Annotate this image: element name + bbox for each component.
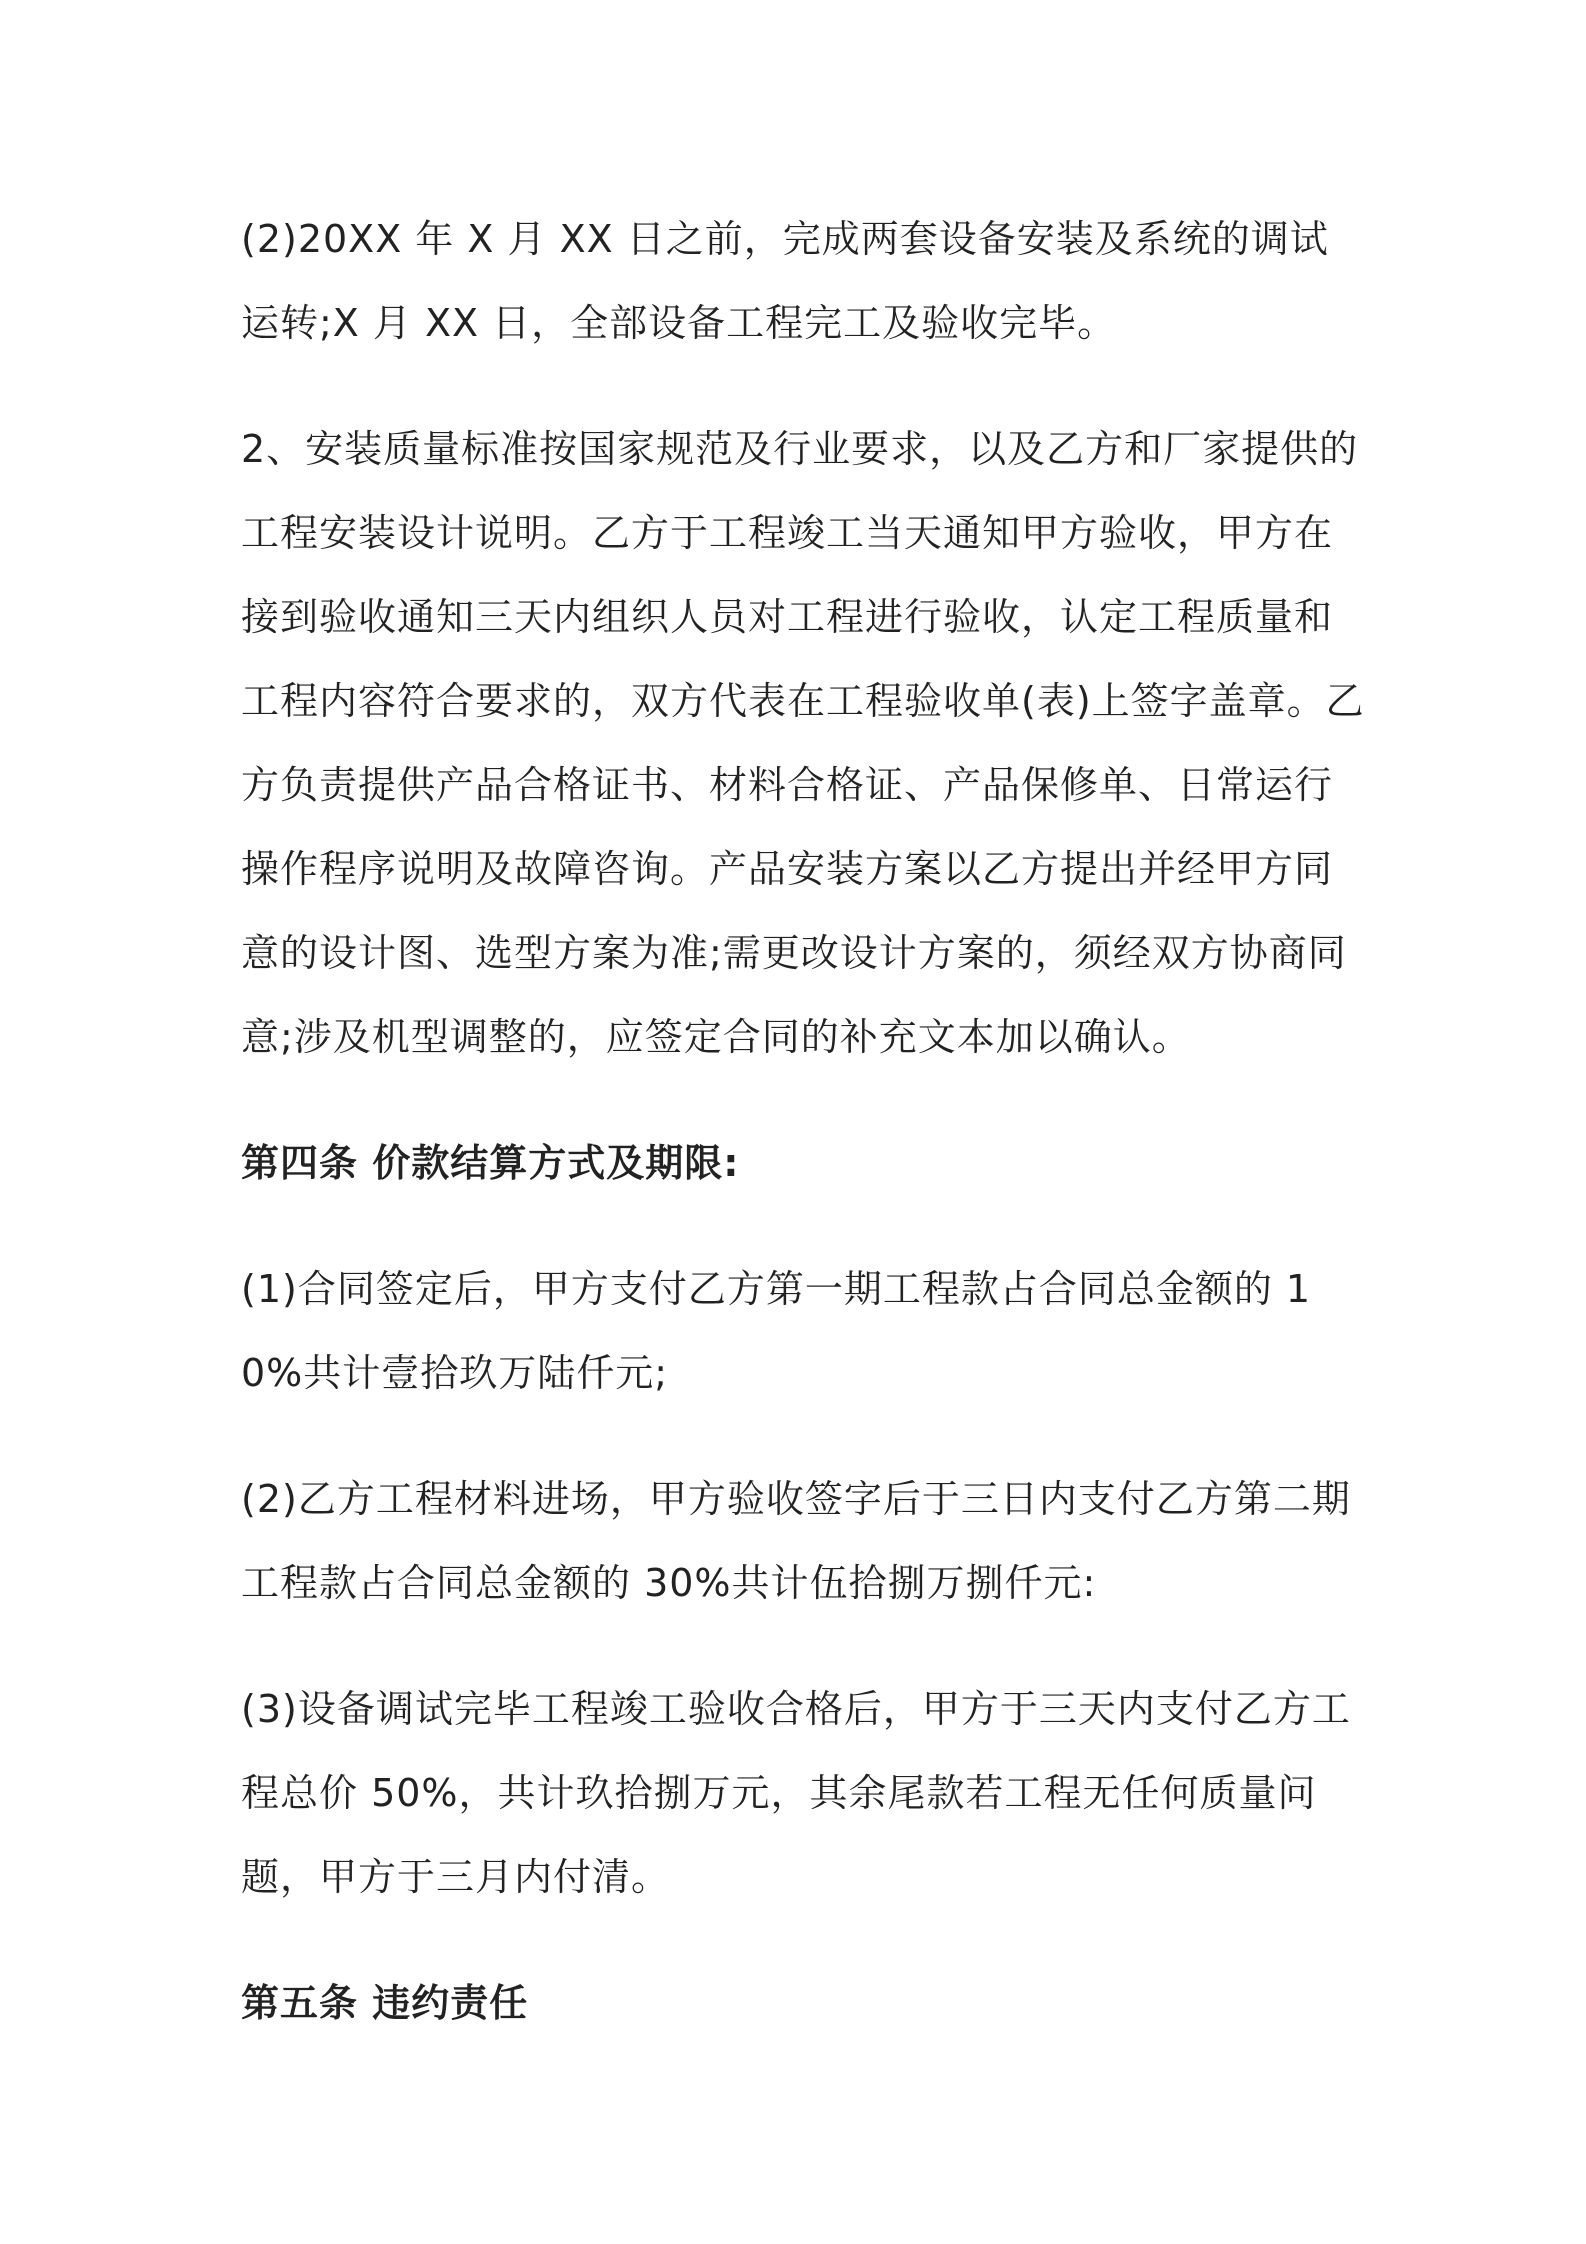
paragraph-gap: [241, 1919, 1366, 1961]
paragraph-gap: [241, 1079, 1366, 1121]
paragraph-payment-1: (1)合同签定后，甲方支付乙方第一期工程款占合同总金额的 10%共计壹拾玖万陆仟元;: [241, 1267, 1312, 1395]
paragraph-gap: [241, 1415, 1366, 1457]
paragraph-payment-3: (3)设备调试完毕工程竣工验收合格后，甲方于三天内支付乙方工程总价 50%，共计玖拾捌万元，其余尾款若工程无任何质量问题，甲方于三月内付清。: [241, 1687, 1351, 1899]
paragraph-gap: [241, 1625, 1366, 1667]
paragraph-quality-standard: 2、安装质量标准按国家规范及行业要求，以及乙方和厂家提供的工程安装设计说明。乙方于工程竣工当天通知甲方验收，甲方在接到验收通知三天内组织人员对工程进行验收，认定工程质量和工程内容符合要求的，双方代表在工程验收单(表)上签字盖章。乙方负责提供产品合格证书、材料合格证、产品保修单、日常运行操作程序说明及故障咨询。产品安装方案以乙方提出并经甲方同意的设计图、选型方案为准;需更改设计方案的，须经双方协商同意;涉及机型调整的，应签定合同的补充文本加以确认。: [241, 427, 1365, 1059]
document-body: [241, 197, 1366, 2045]
paragraph-gap: [241, 365, 1366, 407]
paragraph-payment-2: (2)乙方工程材料进场，甲方验收签字后于三日内支付乙方第二期工程款占合同总金额的 30%共计伍拾捌万捌仟元:: [241, 1477, 1351, 1605]
section-heading-article-4: 第四条 价款结算方式及期限:: [241, 1141, 740, 1185]
paragraph-gap: [241, 1205, 1366, 1247]
section-heading-article-5: 第五条 违约责任: [241, 1981, 529, 2025]
paragraph-installation-schedule: (2)20XX 年 X 月 XX 日之前，完成两套设备安装及系统的调试运转;X 月 XX 日，全部设备工程完工及验收完毕。: [241, 217, 1329, 345]
